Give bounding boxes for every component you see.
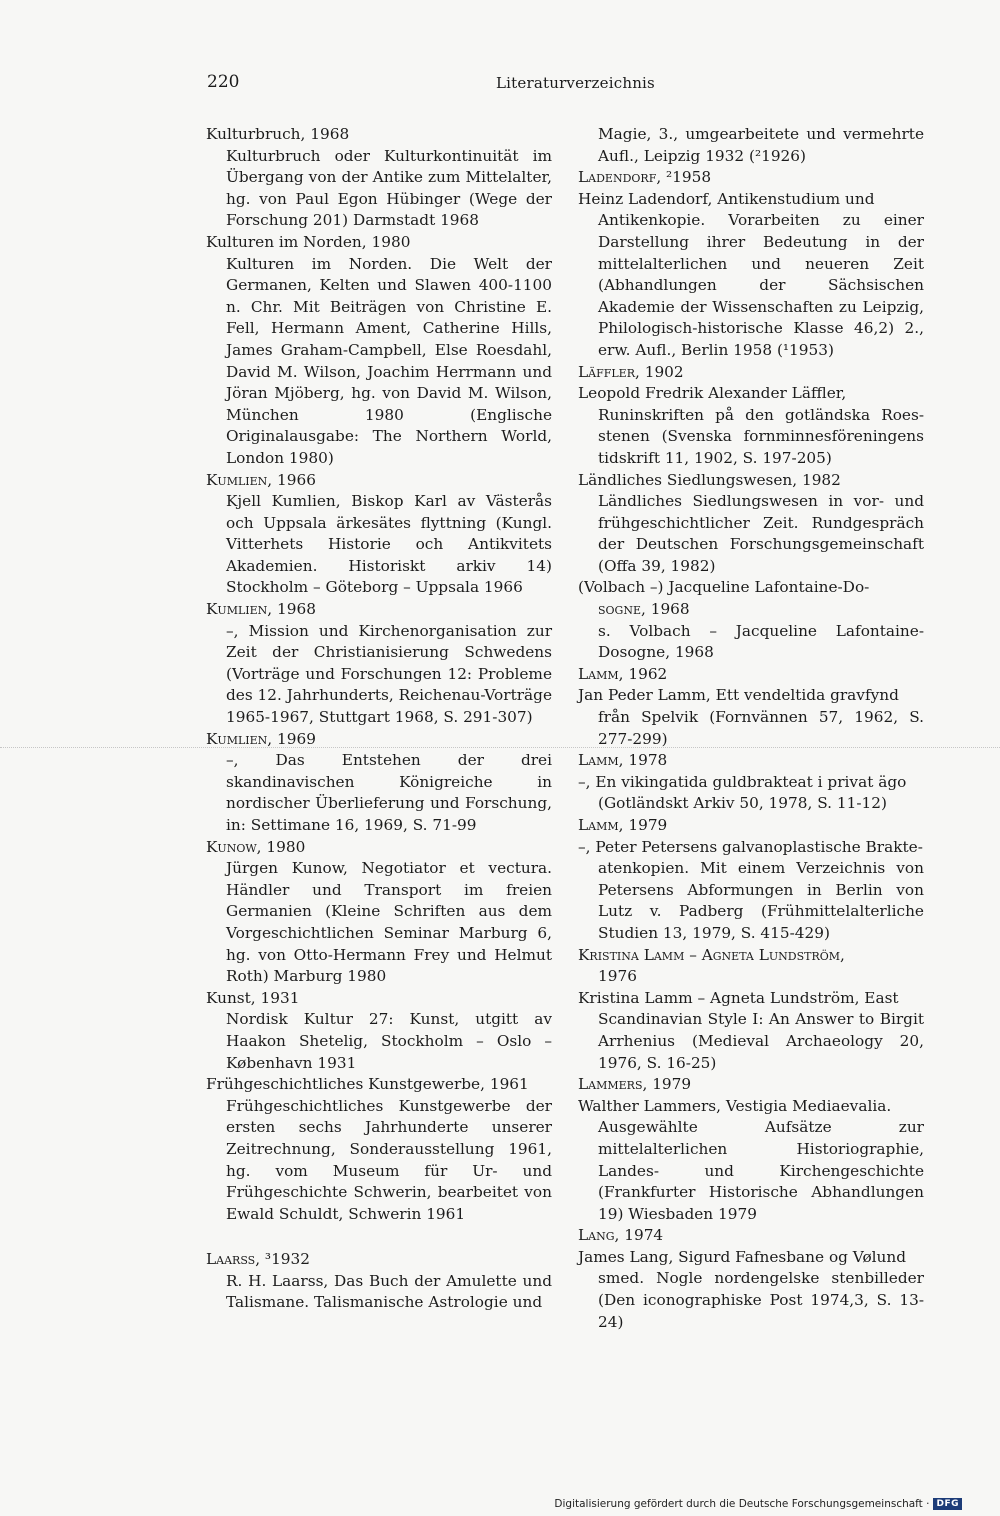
entry-head: Kunst, 1931 xyxy=(206,988,300,1007)
entry-body: –, Das Entstehen der drei skandinavischen Königreiche in nordischer Überlieferung und Forschung, in: Settimane 16, 1969, S. 71-99 xyxy=(226,751,552,834)
running-head: Literaturverzeichnis xyxy=(496,74,655,92)
entry-head: Läffler, 1902 xyxy=(578,362,684,381)
bibliography-entry xyxy=(578,470,924,578)
bibliography-entry xyxy=(206,599,552,729)
entry-head: Laarss, ³1932 xyxy=(206,1250,310,1269)
bibliography-entry xyxy=(578,988,924,1074)
bibliography-entry xyxy=(578,664,924,686)
entry-body: atenkopien. Mit einem Verzeichnis von Petersens Abformungen in Berlin von Lutz v. Padberg (Frühmittelalterliche Studien 13, 1979, S. 415-429) xyxy=(598,859,924,942)
bibliography-entry xyxy=(578,815,924,837)
entry-body: Jürgen Kunow, Negotiator et vectura. Händler und Transport im freien Germanien (Kleine Schriften aus dem Vorgeschichtlichen Seminar Marburg 6, hg. von Otto-Hermann Frey und Helmut Roth) Marburg 1980 xyxy=(226,859,552,986)
page-number: 220 xyxy=(207,72,240,92)
entry-head: Kulturen im Norden, 1980 xyxy=(206,232,411,251)
entry-body: Runinskriften på den gotländska Roes-stenen (Svenska fornminnesföreningens tidskrift 11, 1902, S. 197-205) xyxy=(598,405,924,467)
bibliography-entry xyxy=(206,729,552,837)
entry-head: –, En vikingatida guldbrakteat i privat ägo xyxy=(578,772,907,791)
entry-head: Leopold Fredrik Alexander Läffler, xyxy=(578,384,847,403)
bibliography-entry xyxy=(206,1074,552,1225)
entry-head: Kumlien, 1966 xyxy=(206,470,316,489)
entry-body: från Spelvik (Fornvännen 57, 1962, S. 277-299) xyxy=(598,708,924,748)
footer-text: Digitalisierung gefördert durch die Deutsche Forschungsgemeinschaft · xyxy=(554,1498,930,1510)
bibliography-entry xyxy=(578,837,924,945)
bibliography-entry xyxy=(578,750,924,772)
bibliography-entry xyxy=(578,685,924,750)
entry-head: Ladendorf, ²1958 xyxy=(578,168,712,187)
entry-head: James Lang, Sigurd Fafnesbane og Vølund xyxy=(578,1247,907,1266)
entry-body: Ländliches Siedlungswesen in vor- und frühgeschichtlicher Zeit. Rundgespräch der Deutschen Forschungsgemeinschaft (Offa 39, 1982) xyxy=(598,492,924,575)
bibliography-entry xyxy=(578,1247,924,1333)
entry-head: (Volbach –) Jacqueline Lafontaine-Do- xyxy=(578,578,870,597)
entry-head: Kristina Lamm – Agneta Lundström, xyxy=(578,945,845,964)
entry-body: Antikenkopie. Vorarbeiten zu einer Darstellung ihrer Bedeutung in der mittelalterlichen und neueren Zeit (Abhandlungen der Sächsischen Akademie der Wissenschaften zu Leipzig, Philologisch-historische Klasse 46,2) 2., erw. Aufl., Berlin 1958 (¹1953) xyxy=(598,211,924,359)
entry-head: Heinz Ladendorf, Antikenstudium und xyxy=(578,189,875,208)
entry-head: Kumlien, 1968 xyxy=(206,600,316,619)
entry-head: Lamm, 1978 xyxy=(578,751,668,770)
entry-body: Frühgeschichtliches Kunstgewerbe der ersten sechs Jahrhunderte unserer Zeitrechnung, Sonderausstellung 1961, hg. vom Museum für Ur- und Frühgeschichte Schwerin, bearbeitet von Ewald Schuldt, Schwerin 1961 xyxy=(226,1096,552,1223)
entry-gap xyxy=(206,1225,552,1249)
entry-body: 1976 xyxy=(598,967,637,986)
bibliography-entry xyxy=(206,1249,552,1314)
entry-body: Nordisk Kultur 27: Kunst, utgitt av Haakon Shetelig, Stockholm – Oslo – København 1931 xyxy=(226,1010,552,1072)
bibliography-entry xyxy=(578,124,924,167)
entry-head: Kulturbruch, 1968 xyxy=(206,125,350,143)
entry-body: sogne, 1968 xyxy=(598,600,690,619)
dfg-logo: DFG xyxy=(933,1498,962,1510)
entry-body: Magie, 3., umgearbeitete und vermehrte Aufl., Leipzig 1932 (²1926) xyxy=(598,125,924,165)
entry-head: Lamm, 1979 xyxy=(578,816,668,834)
bibliography-entry xyxy=(206,470,552,600)
bibliography-entry xyxy=(206,837,552,988)
entry-head: Kunow, 1980 xyxy=(206,837,306,856)
bibliography-entry xyxy=(206,124,552,232)
entry-head: Lammers, 1979 xyxy=(578,1075,692,1094)
bibliography-entry xyxy=(578,1096,924,1226)
entry-body: R. H. Laarss, Das Buch der Amulette und Talismane. Talismanische Astrologie und xyxy=(226,1271,552,1312)
entry-body: Kulturen im Norden. Die Welt der Germanen, Kelten und Slawen 400-1100 n. Chr. Mit Beiträgen von Christine E. Fell, Hermann Ament, Catherine Hills, James Graham-Campbell, Else Roesdahl, David M. Wilson, Joachim Herrmann und Jöran Mjöberg, hg. von David M. Wilson, München 1980 (Englische Originalausgabe: The Northern World, London 1980) xyxy=(226,254,552,467)
bibliography-entry xyxy=(578,772,924,815)
entry-head: Kumlien, 1969 xyxy=(206,729,316,748)
entry-body: Ausgewählte Aufsätze zur mittelalterlichen Historiographie, Landes- und Kirchengeschichte (Frankfurter Historische Abhandlungen 19) Wiesbaden 1979 xyxy=(598,1118,924,1223)
entry-head: Lamm, 1962 xyxy=(578,664,668,683)
entry-body: Kjell Kumlien, Biskop Karl av Västerås och Uppsala ärkesätes flyttning (Kungl. Vitterhets Historie och Antikvitets Akademien. Historiskt arkiv 14) Stockholm – Göteborg – Uppsala 1966 xyxy=(226,492,552,597)
digitization-footer xyxy=(554,1498,962,1510)
entry-head: –, Peter Petersens galvanoplastische Brakte- xyxy=(578,837,923,856)
entry-head: Ländliches Siedlungswesen, 1982 xyxy=(578,470,841,489)
entry-head: Lang, 1974 xyxy=(578,1226,664,1245)
bibliography-entry xyxy=(578,167,924,189)
entry-head: Jan Peder Lamm, Ett vendeltida gravfynd xyxy=(578,686,899,705)
entry-body: smed. Nogle nordengelske stenbilleder (Den iconographiske Post 1974,3, S. 13-24) xyxy=(598,1269,924,1331)
bibliography-entry xyxy=(578,577,924,620)
bibliography-entry xyxy=(206,232,552,470)
entry-body: –, Mission und Kirchenorganisation zur Zeit der Christianisierung Schwedens (Vorträge und Forschungen 12: Probleme des 12. Jahrhunderts, Reichenau-Vorträge 1965-1967, Stuttgart 1968, S. 291-307) xyxy=(226,621,552,727)
right-column xyxy=(578,124,924,1333)
bibliography-entry xyxy=(578,621,924,664)
bibliography-entry xyxy=(206,988,552,1074)
bibliography-entry xyxy=(578,383,924,469)
entry-head: Frühgeschichtliches Kunstgewerbe, 1961 xyxy=(206,1075,529,1094)
entry-body: Scandinavian Style I: An Answer to Birgit Arrhenius (Medieval Archaeology 20, 1976, S. 16-25) xyxy=(598,1010,924,1072)
entry-body: Kulturbruch oder Kulturkontinuität im Übergang von der Antike zum Mittelalter, hg. von Paul Egon Hübinger (Wege der Forschung 201) Darmstadt 1968 xyxy=(226,146,552,230)
entry-head: Kristina Lamm – Agneta Lundström, East xyxy=(578,988,899,1007)
entry-head: Walther Lammers, Vestigia Mediaevalia. xyxy=(578,1096,892,1115)
bibliography-entry xyxy=(578,1225,924,1247)
entry-body: (Gotländskt Arkiv 50, 1978, S. 11-12) xyxy=(598,794,887,813)
bibliography-entry xyxy=(578,362,924,384)
entry-body: s. Volbach – Jacqueline Lafontaine-Dosogne, 1968 xyxy=(598,621,924,662)
bibliography-entry xyxy=(578,189,924,362)
left-column xyxy=(206,124,552,1314)
bibliography-entry xyxy=(578,945,924,988)
bibliography-entry xyxy=(578,1074,924,1096)
